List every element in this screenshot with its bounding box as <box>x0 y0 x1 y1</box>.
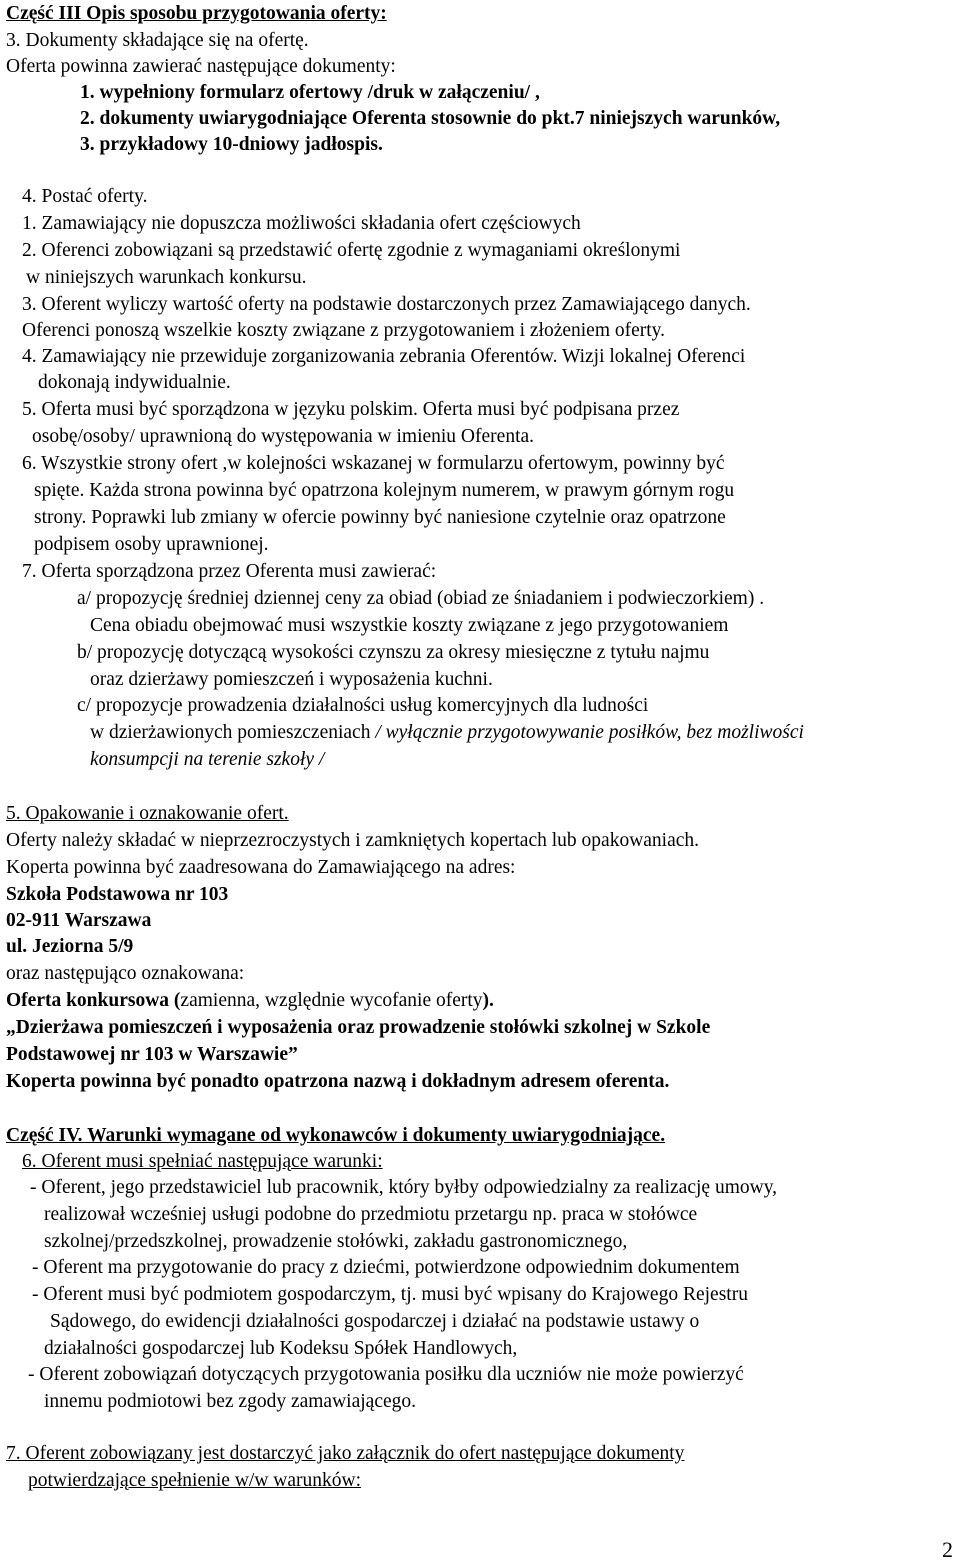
s6-line: - Oferent zobowiązań dotyczących przygotowania posiłku dla uczniów nie może powierzyć <box>28 1364 744 1385</box>
s6-title: 6. Oferent musi spełniać następujące warunki: <box>22 1151 383 1172</box>
address-line: ul. Jeziorna 5/9 <box>6 936 134 957</box>
s4-line: 4. Zamawiający nie przewiduje zorganizowania zebrania Oferentów. Wizji lokalnej Oferenci <box>22 346 746 367</box>
s4-line: podpisem osoby uprawnionej. <box>34 534 269 555</box>
s5-line: oraz następująco oznakowana: <box>6 963 245 984</box>
offer-marking <box>6 990 494 1012</box>
s7-line: potwierdzające spełnienie w/w warunków: <box>28 1470 362 1491</box>
s5-line: Oferty należy składać w nieprzezroczystych i zamkniętych kopertach lub opakowaniach. <box>6 830 700 851</box>
address-line: 02-911 Warszawa <box>6 910 152 931</box>
address-line: Szkoła Podstawowa nr 103 <box>6 884 229 905</box>
s5-final: Koperta powinna być ponadto opatrzona nazwą i dokładnym adresem oferenta. <box>6 1071 670 1092</box>
s3-intro: Oferta powinna zawierać następujące dokumenty: <box>6 56 396 77</box>
offer-title: „Dzierżawa pomieszczeń i wyposażenia oraz prowadzenie stołówki szkolnej w Szkole <box>6 1017 711 1038</box>
part3-heading: Część III Opis sposobu przygotowania oferty: <box>6 3 387 24</box>
s6-line: działalności gospodarczej lub Kodeksu Spółek Handlowych, <box>44 1338 518 1359</box>
s4-line: osobę/osoby/ uprawnioną do występowania w imieniu Oferenta. <box>32 426 535 447</box>
s6-line: - Oferent ma przygotowanie do pracy z dziećmi, potwierdzone odpowiednim dokumentem <box>32 1257 740 1278</box>
s4-line: oraz dzierżawy pomieszczeń i wyposażenia kuchni. <box>90 669 493 690</box>
s4-line: b/ propozycję dotyczącą wysokości czynszu za okresy miesięczne z tytułu najmu <box>77 642 710 663</box>
s4-title: 4. Postać oferty. <box>22 186 148 207</box>
s4-line-text: w dzierżawionych pomieszczeniach <box>90 722 376 743</box>
s5-title: 5. Opakowanie i oznakowanie ofert. <box>6 803 289 824</box>
s4-line: 3. Oferent wyliczy wartość oferty na podstawie dostarczonych przez Zamawiającego danych. <box>22 294 751 315</box>
s4-line: dokonają indywidualnie. <box>38 372 231 393</box>
part4-heading: Część IV. Warunki wymagane od wykonawców i dokumenty uwiarygodniające. <box>6 1125 666 1146</box>
s4-line: strony. Poprawki lub zmiany w ofercie powinny być naniesione czytelnie oraz opatrzone <box>34 507 726 528</box>
s4-line: a/ propozycję średniej dziennej ceny za obiad (obiad ze śniadaniem i podwieczorkiem) . <box>77 588 765 609</box>
s6-line: - Oferent musi być podmiotem gospodarczym, tj. musi być wpisany do Krajowego Rejestru <box>32 1284 748 1305</box>
s6-line: Sądowego, do ewidencji działalności gospodarczej i działać na podstawie ustawy o <box>50 1311 700 1332</box>
s4-line: 1. Zamawiający nie dopuszcza możliwości składania ofert częściowych <box>22 213 581 234</box>
s6-line: - Oferent, jego przedstawiciel lub pracownik, który byłby odpowiedzialny za realizację umowy, <box>30 1177 778 1198</box>
s4-line: 5. Oferta musi być sporządzona w języku polskim. Oferta musi być podpisana przez <box>22 399 680 420</box>
s4-line: 7. Oferta sporządzona przez Oferenta musi zawierać: <box>22 561 437 582</box>
s4-line: w niniejszych warunkach konkursu. <box>26 267 307 288</box>
s7-line: 7. Oferent zobowiązany jest dostarczyć jako załącznik do ofert następujące dokumenty <box>6 1443 685 1464</box>
s4-line: Cena obiadu obejmować musi wszystkie koszty związane z jego przygotowaniem <box>90 615 729 636</box>
s6-line: szkolnej/przedszkolnej, prowadzenie stołówki, zakładu gastronomicznego, <box>44 1231 628 1252</box>
page-number: 2 <box>942 1537 953 1562</box>
offer-title: Podstawowej nr 103 w Warszawie” <box>6 1044 298 1065</box>
marking-end: ). <box>482 990 494 1011</box>
s4-line: c/ propozycje prowadzenia działalności usług komercyjnych dla ludności <box>77 695 649 716</box>
marking-bold: Oferta konkursowa ( <box>6 990 181 1011</box>
s4-line: Oferenci ponoszą wszelkie koszty związane z przygotowaniem i złożeniem oferty. <box>22 320 666 341</box>
s3-item: 3. przykładowy 10-dniowy jadłospis. <box>80 134 383 155</box>
italic-note: / wyłącznie przygotowywanie posiłków, bez możliwości <box>375 722 804 743</box>
s3-title: 3. Dokumenty składające się na ofertę. <box>6 30 309 51</box>
italic-note: konsumpcji na terenie szkoły / <box>90 749 325 770</box>
s4-line: 2. Oferenci zobowiązani są przedstawić ofertę zgodnie z wymaganiami określonymi <box>22 240 681 261</box>
s6-line: realizował wcześniej usługi podobne do przedmiotu przetargu np. praca w stołówce <box>44 1204 698 1225</box>
s6-line: innemu podmiotowi bez zgody zamawiającego. <box>44 1391 417 1412</box>
s5-line: Koperta powinna być zaadresowana do Zamawiającego na adres: <box>6 857 516 878</box>
s3-item: 1. wypełniony formularz ofertowy /druk w załączeniu/ , <box>80 82 540 103</box>
s3-item: 2. dokumenty uwiarygodniające Oferenta stosownie do pkt.7 niniejszych warunków, <box>80 108 781 129</box>
s4-line: spięte. Każda strona powinna być opatrzona kolejnym numerem, w prawym górnym rogu <box>34 480 735 501</box>
s4-line: 6. Wszystkie strony ofert ,w kolejności wskazanej w formularzu ofertowym, powinny być <box>22 453 725 474</box>
marking-plain: zamienna, względnie wycofanie oferty <box>180 990 483 1011</box>
s4-line-mixed <box>90 722 804 744</box>
